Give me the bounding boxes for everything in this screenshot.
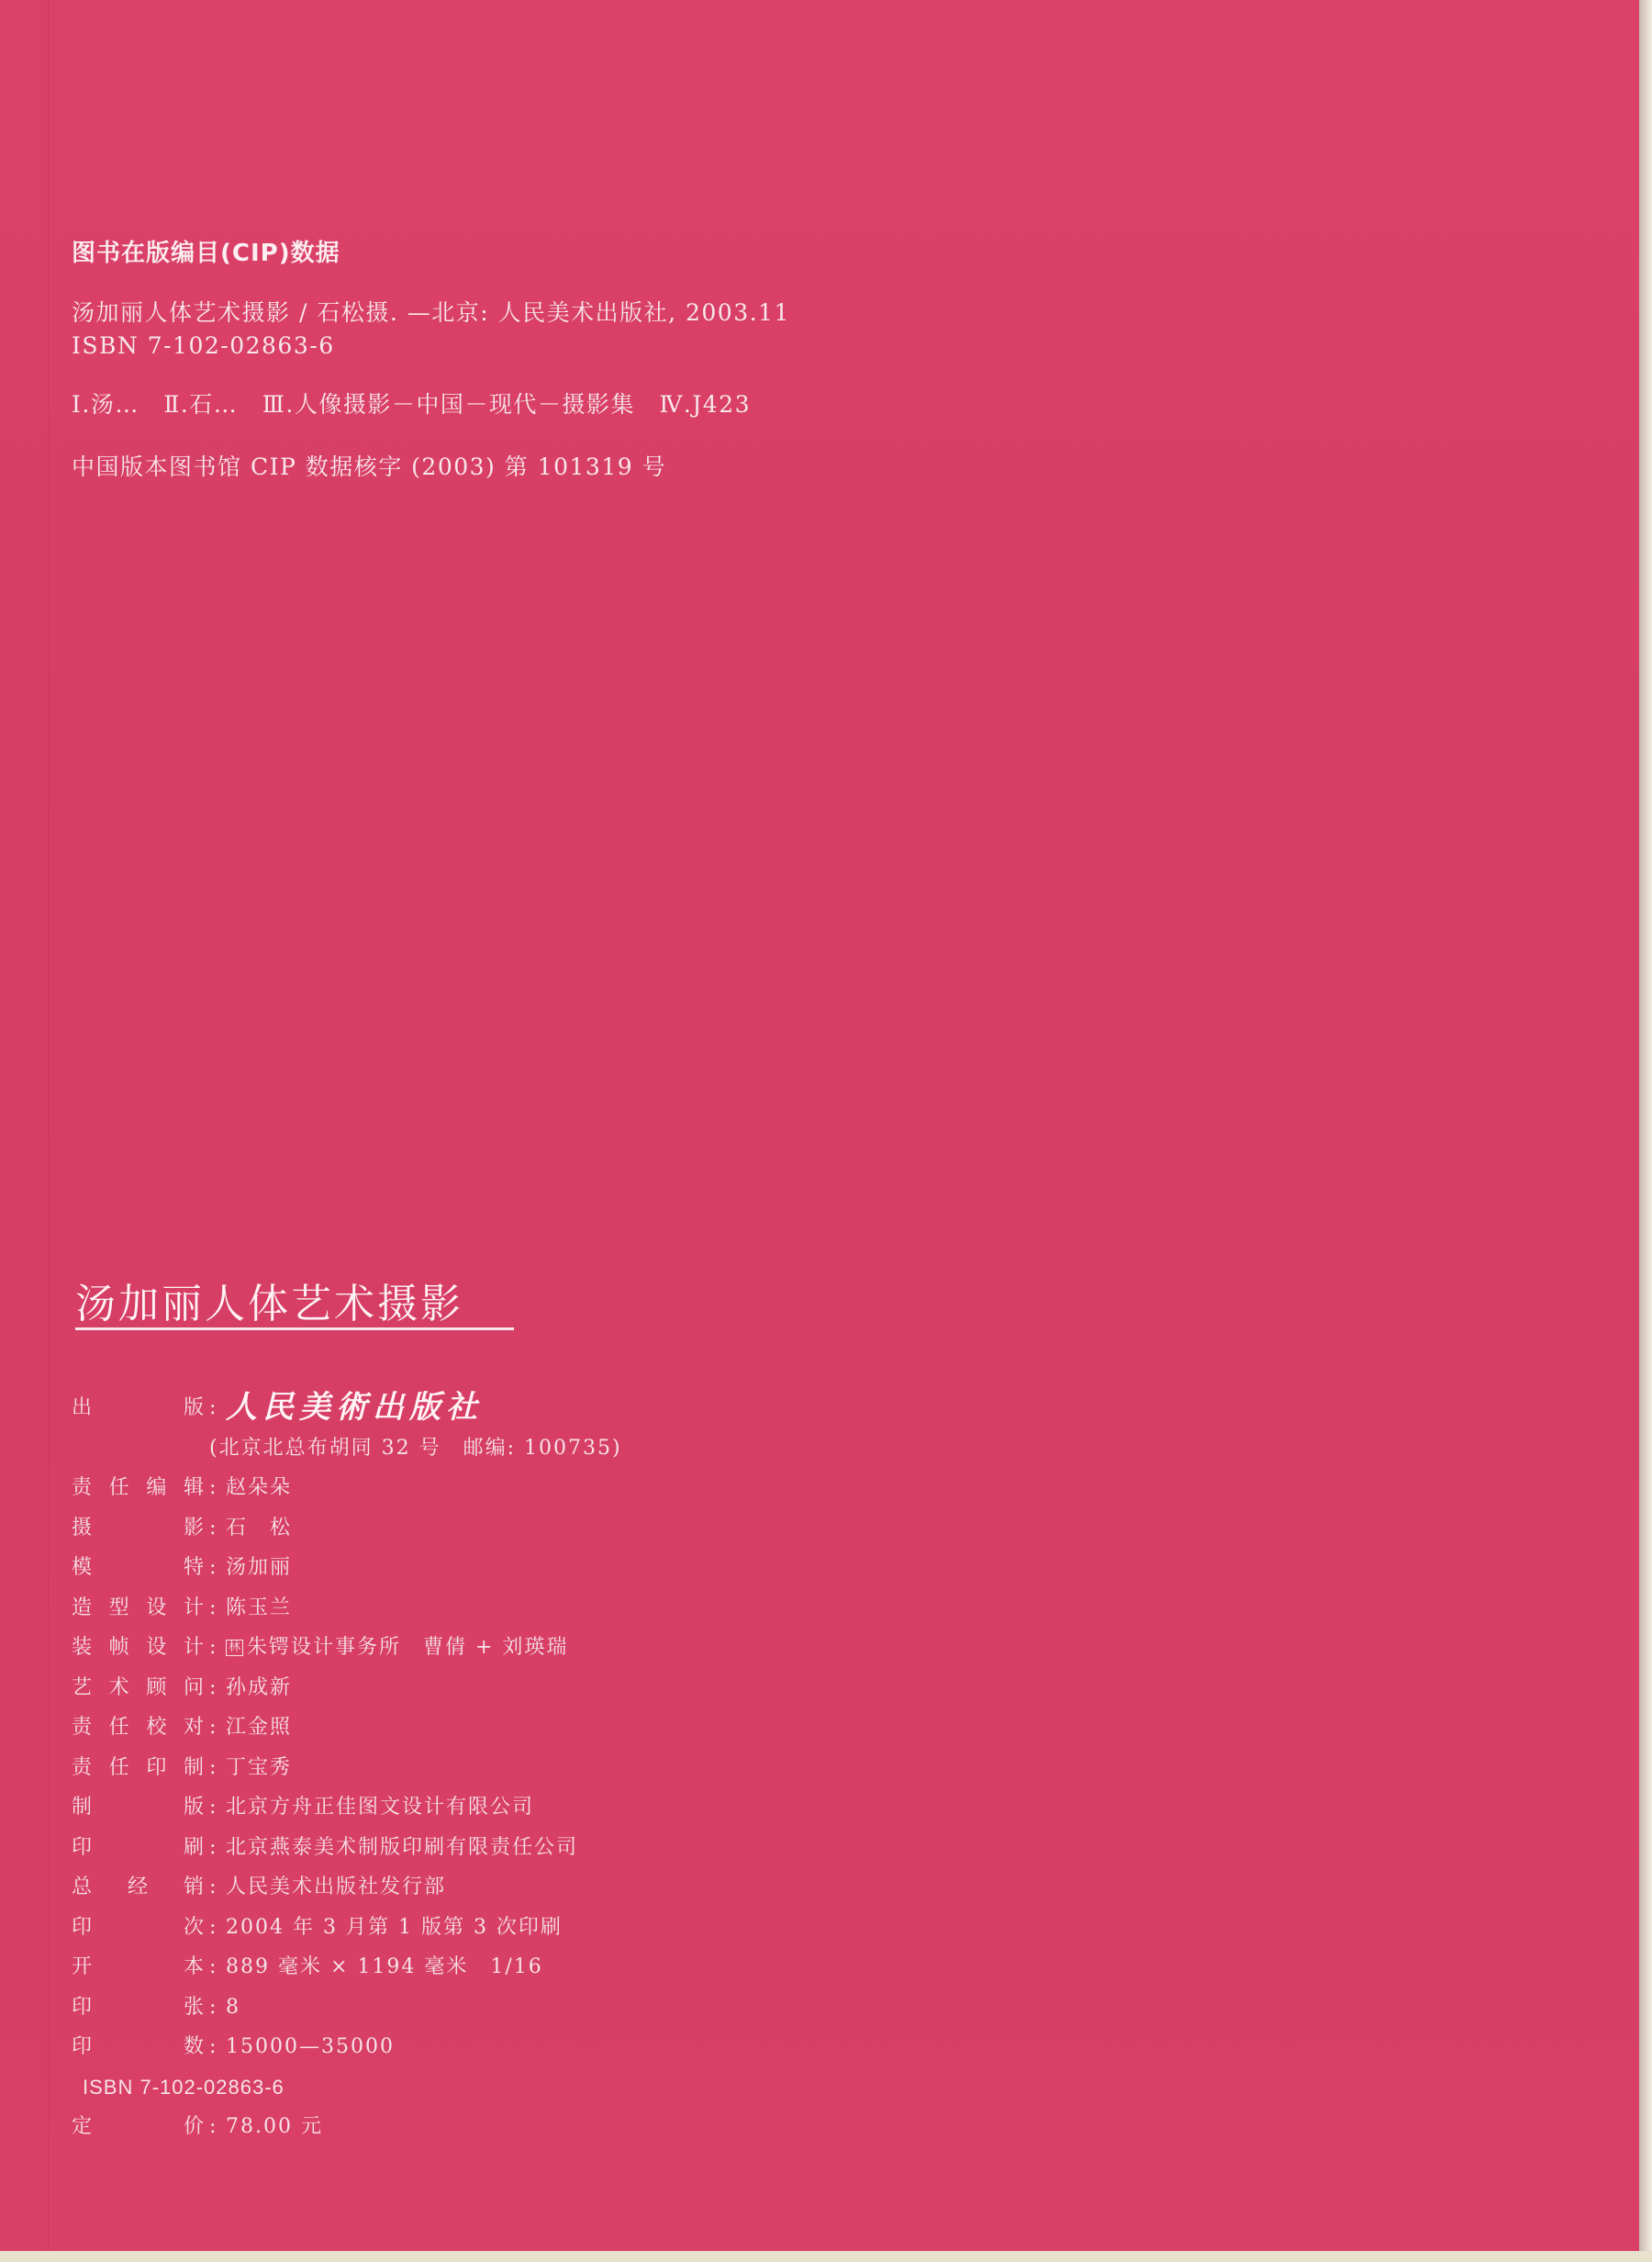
credit-label: 印数 <box>72 2035 206 2058</box>
cip-heading: 图书在版编目(CIP)数据 <box>72 240 340 267</box>
cip-verification-number: 中国版本图书馆 CIP 数据核字 (2003) 第 101319 号 <box>72 454 667 480</box>
credit-label: 制版 <box>72 1796 206 1819</box>
page-seam <box>48 0 49 2251</box>
credit-plate-making: 制版 : 北京方舟正佳图文设计有限公司 <box>72 1787 989 1828</box>
publisher-address: (北京北总布胡同 32 号 邮编: 100735) <box>209 1436 622 1460</box>
credit-label: 责任校对 <box>72 1716 206 1739</box>
credit-editor: 责任编辑 : 赵朵朵 <box>72 1468 989 1508</box>
credit-label: 印刷 <box>72 1835 206 1859</box>
credit-value: 陈玉兰 <box>226 1596 293 1619</box>
scan-edge-right <box>1639 0 1652 2262</box>
credit-price: 定价 : 78.00 元 <box>72 2107 989 2147</box>
credit-value: 汤加丽 <box>226 1556 293 1579</box>
design-studio-seal: 林 <box>226 1640 243 1656</box>
credit-label: 开本 <box>72 1955 206 1978</box>
credit-sheets: 印张 : 8 <box>72 1988 989 2028</box>
credit-value: 丁宝秀 <box>226 1755 293 1779</box>
credit-printer: 印刷 : 北京燕泰美术制版印刷有限责任公司 <box>72 1828 989 1868</box>
cip-subject-headings: Ⅰ.汤… Ⅱ.石… Ⅲ.人像摄影－中国－现代－摄影集 Ⅳ.J423 <box>72 391 751 418</box>
credit-label: 责任印制 <box>72 1755 206 1779</box>
credit-value: 孙成新 <box>226 1675 293 1699</box>
book-title: 汤加丽人体艺术摄影 <box>75 1281 463 1327</box>
credit-label: 艺术顾问 <box>72 1675 206 1699</box>
credit-label: 装帧设计 <box>72 1636 206 1659</box>
scan-edge-bottom <box>0 2251 1652 2262</box>
credit-value: 北京方舟正佳图文设计有限公司 <box>226 1796 535 1819</box>
credit-value: 15000—35000 <box>226 2035 395 2058</box>
credit-proofreading: 责任校对 : 江金照 <box>72 1708 989 1748</box>
credit-label: 印次 <box>72 1915 206 1939</box>
credit-value: 北京燕泰美术制版印刷有限责任公司 <box>226 1835 579 1859</box>
title-underline <box>75 1327 514 1330</box>
credit-printing-supervisor: 责任印制 : 丁宝秀 <box>72 1748 989 1788</box>
credit-photography: 摄影 : 石 松 <box>72 1508 989 1549</box>
credit-edition: 印次 : 2004 年 3 月第 1 版第 3 次印刷 <box>72 1908 989 1948</box>
colophon-isbn: ISBN 7-102-02863-6 <box>83 2075 285 2099</box>
colophon-credits <box>72 1388 989 2147</box>
credit-value: 2004 年 3 月第 1 版第 3 次印刷 <box>226 1915 563 1939</box>
cip-data-block <box>72 234 1081 484</box>
credit-value: 石 松 <box>226 1516 293 1540</box>
credit-label: 摄影 <box>72 1516 206 1540</box>
credit-value: 78.00 元 <box>226 2115 323 2138</box>
cip-isbn: ISBN 7-102-02863-6 <box>72 332 335 359</box>
credit-value: 889 毫米 × 1194 毫米 1/16 <box>226 1955 543 1978</box>
credit-value: 赵朵朵 <box>226 1476 293 1499</box>
publisher-logotype: 人民美術出版社 <box>226 1389 483 1426</box>
credit-design: 装帧设计 : 林 朱锷设计事务所 曹倩 + 刘瑛瑞 <box>72 1628 989 1668</box>
credit-label: 出版 <box>72 1396 206 1419</box>
cip-catalog-entry: 汤加丽人体艺术摄影 / 石松摄. —北京: 人民美术出版社, 2003.11 <box>72 299 790 326</box>
credit-format: 开本 : 889 毫米 × 1194 毫米 1/16 <box>72 1947 989 1988</box>
credit-label: 定价 <box>72 2115 206 2138</box>
credit-value: 8 <box>226 1995 240 2019</box>
credit-value: 人民美术出版社发行部 <box>226 1876 447 1898</box>
credit-print-run: 印数 : 15000—35000 <box>72 2027 989 2067</box>
credit-art-advisor: 艺术顾问 : 孙成新 <box>72 1668 989 1708</box>
credit-styling: 造型设计 : 陈玉兰 <box>72 1588 989 1629</box>
design-studio-text: 朱锷设计事务所 曹倩 + 刘瑛瑞 <box>247 1636 569 1659</box>
credit-distributor: 总经销 : 人民美术出版社发行部 <box>72 1867 989 1908</box>
credit-value <box>226 1628 568 1668</box>
credit-publisher: 出版 : 人民美術出版社 <box>72 1388 989 1428</box>
credit-value: 江金照 <box>226 1716 293 1739</box>
credit-model: 模特 : 汤加丽 <box>72 1548 989 1588</box>
credit-label: 模特 <box>72 1556 206 1579</box>
credit-label: 印张 <box>72 1995 206 2019</box>
credit-label: 责任编辑 <box>72 1476 206 1499</box>
credit-label: 造型设计 <box>72 1596 206 1619</box>
credit-label: 总经销 <box>72 1876 206 1898</box>
